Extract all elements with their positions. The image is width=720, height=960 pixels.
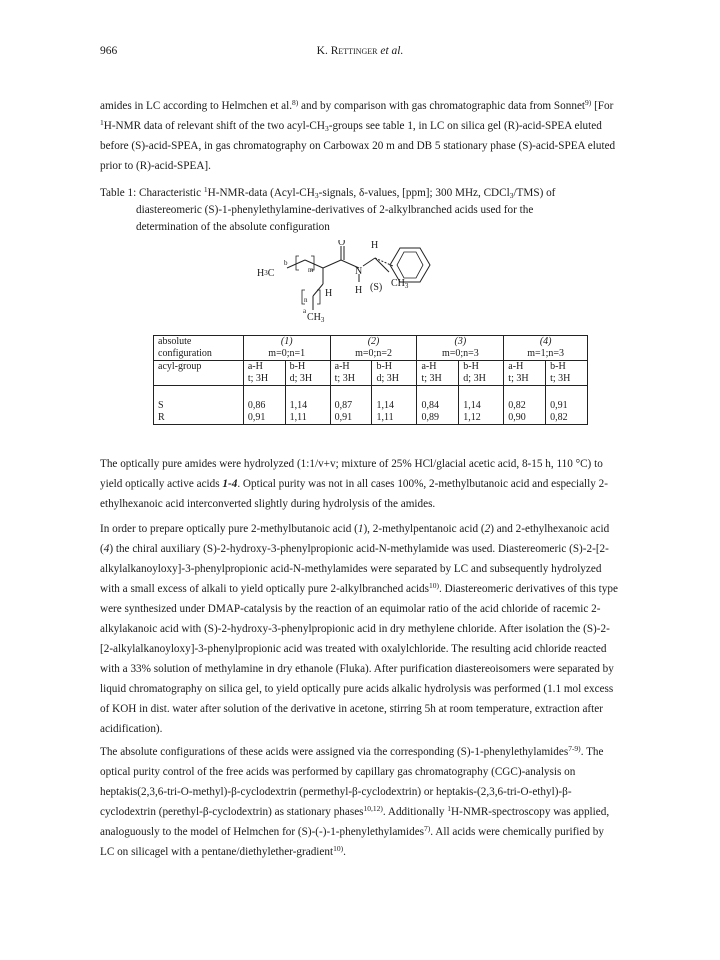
chemical-structure — [255, 240, 455, 330]
reference: 9) — [585, 98, 592, 107]
compound-ref: 1 — [357, 523, 364, 535]
nmr-table — [153, 335, 588, 425]
table-row — [154, 400, 588, 412]
reference: 8) — [292, 98, 299, 107]
text-span: In order to prepare optically pure 2-methylbutanoic acid ( — [100, 523, 358, 535]
page-number: 966 — [100, 45, 118, 57]
value-cell: 1,11 — [372, 412, 417, 425]
subhead-cell: t; 3H — [243, 373, 285, 386]
table-subhead-row-1 — [154, 361, 588, 374]
label-s: (S) — [370, 282, 383, 293]
compound-id-2: (2) — [330, 336, 417, 349]
subscript: 3 — [509, 191, 514, 200]
value-cell: 0,82 — [546, 412, 588, 425]
empty-cell — [154, 373, 244, 386]
text-span: . Diastereomeric derivatives of this type were synthesized under DMAP-catalysis by the reaction of an equimolar ratio of the acid chloride of racemic 2-alkylakanoic acid with (S)-2-hydroxy-3-phenylpropionic acid in dry methylene chloride. After isolation the (S)-2-[2-alkylalkanoyloxy]-3-phenylpropionic acid was treated with oxalylchloride. The resulting acid chloride reacted with a 33% solution of methylamine in dry ethanole (Fluka). After purification diastereoisomers were separated by liquid chromatography on silica gel, to yield optically pure acids alkalic hydrolysis was performed (1.1 mol excess of KOH in dist. water after solution of the derivative in acetone, stirring 5h at room temperature, extraction after acidification). — [100, 583, 618, 735]
text-span: [For — [591, 100, 614, 112]
subhead-cell: a-H — [504, 361, 546, 374]
acyl-group-label: acyl-group — [154, 361, 244, 374]
table-header-row-1 — [154, 336, 588, 349]
subhead-cell: b-H — [285, 361, 330, 374]
author-etal: et al. — [380, 45, 404, 57]
subhead-cell: t; 3H — [504, 373, 546, 386]
value-cell: 1,14 — [372, 400, 417, 412]
text-span: H-NMR-data (Acyl-CH — [207, 187, 315, 199]
config-cell: R — [154, 412, 244, 425]
table-header-row-2 — [154, 348, 588, 361]
reference: 7-9) — [568, 744, 581, 753]
text-span: ) the chiral auxiliary (S)-2-hydroxy-3-phenylpropionic acid-N-methylamide was used. Diastereomeric (S)-2-[2-alkylalkanoyloxy]-3-phenylpropionic acid-N-methylamides were separated by LC and subsequently hydrolyzed with a small excess of alkali to yield optically pure 2-alkylbranched acids — [100, 543, 609, 595]
config-cell: S — [154, 400, 244, 412]
subhead-cell: a-H — [243, 361, 285, 374]
value-cell: 0,91 — [243, 412, 285, 425]
label-m: m — [308, 266, 314, 274]
atom-ch3-bottom: $CH_3$ — [307, 312, 325, 324]
atom-nitrogen: N — [355, 266, 363, 277]
paragraph-2 — [100, 454, 620, 514]
compound-ref: 2 — [484, 523, 491, 535]
value-cell: 1,14 — [285, 400, 330, 412]
text-span: . Optical purity was not in all cases 100%, 2-methylbutanoic acid and especially 2-ethylhexanoic acid interconverted slightly during hydrolysis of the amides. — [100, 478, 608, 510]
reference: 10,12) — [363, 804, 383, 813]
text-span: . — [343, 846, 346, 858]
atom-h-top: H — [371, 240, 379, 251]
running-head-author — [100, 45, 620, 57]
subscript: 3 — [314, 191, 319, 200]
label-n: n — [304, 296, 308, 304]
value-cell: 1,11 — [285, 412, 330, 425]
phenyl-inner-ring — [397, 252, 423, 278]
value-cell: 0,84 — [417, 400, 459, 412]
value-cell: 0,90 — [504, 412, 546, 425]
paragraph-1 — [100, 96, 620, 176]
table-subhead-row-2 — [154, 373, 588, 386]
superscript: 1 — [203, 185, 208, 194]
subhead-cell: b-H — [372, 361, 417, 374]
text-span: . All acids were chemically purified by LC on silicagel with a pentane/diethylether-gradient — [100, 826, 604, 858]
table-header-cell: absolute — [154, 336, 244, 349]
value-cell: 0,87 — [330, 400, 372, 412]
subhead-cell: d; 3H — [459, 373, 504, 386]
subhead-cell: a-H — [330, 361, 372, 374]
subhead-cell: t; 3H — [546, 373, 588, 386]
caption-line-2: diastereomeric (S)-1-phenylethylamine-derivatives of 2-alkylbranched acids used for the — [136, 204, 534, 216]
caption-line-3: determination of the absolute configuration — [136, 221, 330, 233]
subhead-cell: t; 3H — [330, 373, 372, 386]
text-span: . Additionally — [382, 806, 448, 818]
running-header — [100, 45, 620, 59]
reference: 7) — [424, 824, 431, 833]
value-cell: 1,14 — [459, 400, 504, 412]
value-cell: 0,91 — [330, 412, 372, 425]
value-cell: 0,89 — [417, 412, 459, 425]
compound-id-4: (4) — [504, 336, 588, 349]
reference: 10) — [429, 581, 439, 590]
text-span: The absolute configurations of these acids were assigned via the corresponding (S)-1-phenylethylamides — [100, 746, 569, 758]
phenyl-ring — [390, 248, 430, 282]
label-b: b — [284, 259, 288, 267]
value-cell: 1,12 — [459, 412, 504, 425]
label-a: a — [303, 307, 307, 315]
compound-cond-2: m=0;n=2 — [330, 348, 417, 361]
text-span: ) and 2-ethylhexanoic acid ( — [100, 523, 610, 555]
table-spacer-row — [154, 386, 588, 401]
structure-drawing — [255, 240, 455, 330]
text-span: -signals, δ-values, [ppm]; 300 MHz, CDCl — [318, 187, 510, 199]
subhead-cell: b-H — [459, 361, 504, 374]
subhead-cell: a-H — [417, 361, 459, 374]
subscript: 3 — [324, 124, 329, 133]
atom-h3c: H3C — [257, 268, 275, 279]
text-span: /TMS) of — [513, 187, 556, 199]
table-header-cell: configuration — [154, 348, 244, 361]
text-span: The optically pure amides were hydrolyzed (1:1/v+v; mixture of 25% HCl/glacial acetic acid, 8-15 h, 110 °C) to yield optically active acids — [100, 458, 603, 490]
compound-id-3: (3) — [417, 336, 504, 349]
superscript: 1 — [447, 804, 451, 813]
compound-cond-1: m=0;n=1 — [243, 348, 330, 361]
text-span: Characteristic — [138, 187, 204, 199]
value-cell: 0,86 — [243, 400, 285, 412]
superscript: 1 — [100, 118, 104, 127]
table-row — [154, 412, 588, 425]
text-span: and by comparison with gas chromatographic data from Sonnet — [298, 100, 586, 112]
paragraph-4 — [100, 742, 620, 862]
text-span: H-NMR data of relevant shift of the two acyl-CH — [103, 120, 325, 132]
paragraph-3 — [100, 519, 620, 739]
compound-cond-3: m=0;n=3 — [417, 348, 504, 361]
subhead-cell: d; 3H — [372, 373, 417, 386]
author-name: K. Rettinger — [316, 45, 378, 57]
text-span: -groups see table 1, in LC on silica gel (R)-acid-SPEA eluted before (S)-acid-SPEA, in gas chromatography on Carbowax 20 m and DB 5 stationary phase (S)-acid-SPEA eluted prior to (R)-acid-SPEA]. — [100, 120, 616, 172]
compound-id-1: (1) — [243, 336, 330, 349]
compound-cond-4: m=1;n=3 — [504, 348, 588, 361]
atom-oxygen: O — [338, 240, 346, 248]
subhead-cell: t; 3H — [417, 373, 459, 386]
compound-ref: 4 — [103, 543, 110, 555]
text-span: . The optical purity control of the free acids was performed by capillary gas chromatography (CGC)-analysis on heptakis(2,3,6-tri-O-methyl)-β-cyclodextrin (permethyl-β-cyclodextrin) or heptakis-(2,3,6-tri-O-ethyl)-β-cyclodextrin (perethyl-β-cyclodextrin) as stationary phases — [100, 746, 604, 818]
text-span: ), 2-methylpentanoic acid ( — [363, 523, 485, 535]
subhead-cell: d; 3H — [285, 373, 330, 386]
text-span: amides in LC according to Helmchen et al. — [100, 100, 292, 112]
table-caption — [100, 185, 620, 236]
value-cell: 0,91 — [546, 400, 588, 412]
subhead-cell: b-H — [546, 361, 588, 374]
atom-h-nh: H — [355, 285, 363, 296]
value-cell: 0,82 — [504, 400, 546, 412]
reference: 10) — [333, 844, 344, 853]
caption-label: Table 1: — [100, 187, 139, 199]
text-span: H-NMR-spectroscopy was applied, analoguously to the model of Helmchen for (S)-(-)-1-phenylethylamides — [100, 806, 610, 838]
atom-ch3-right: $CH_3$ — [391, 278, 409, 290]
compound-ref: 1-4 — [222, 478, 238, 490]
atom-h-left: H — [325, 288, 333, 299]
